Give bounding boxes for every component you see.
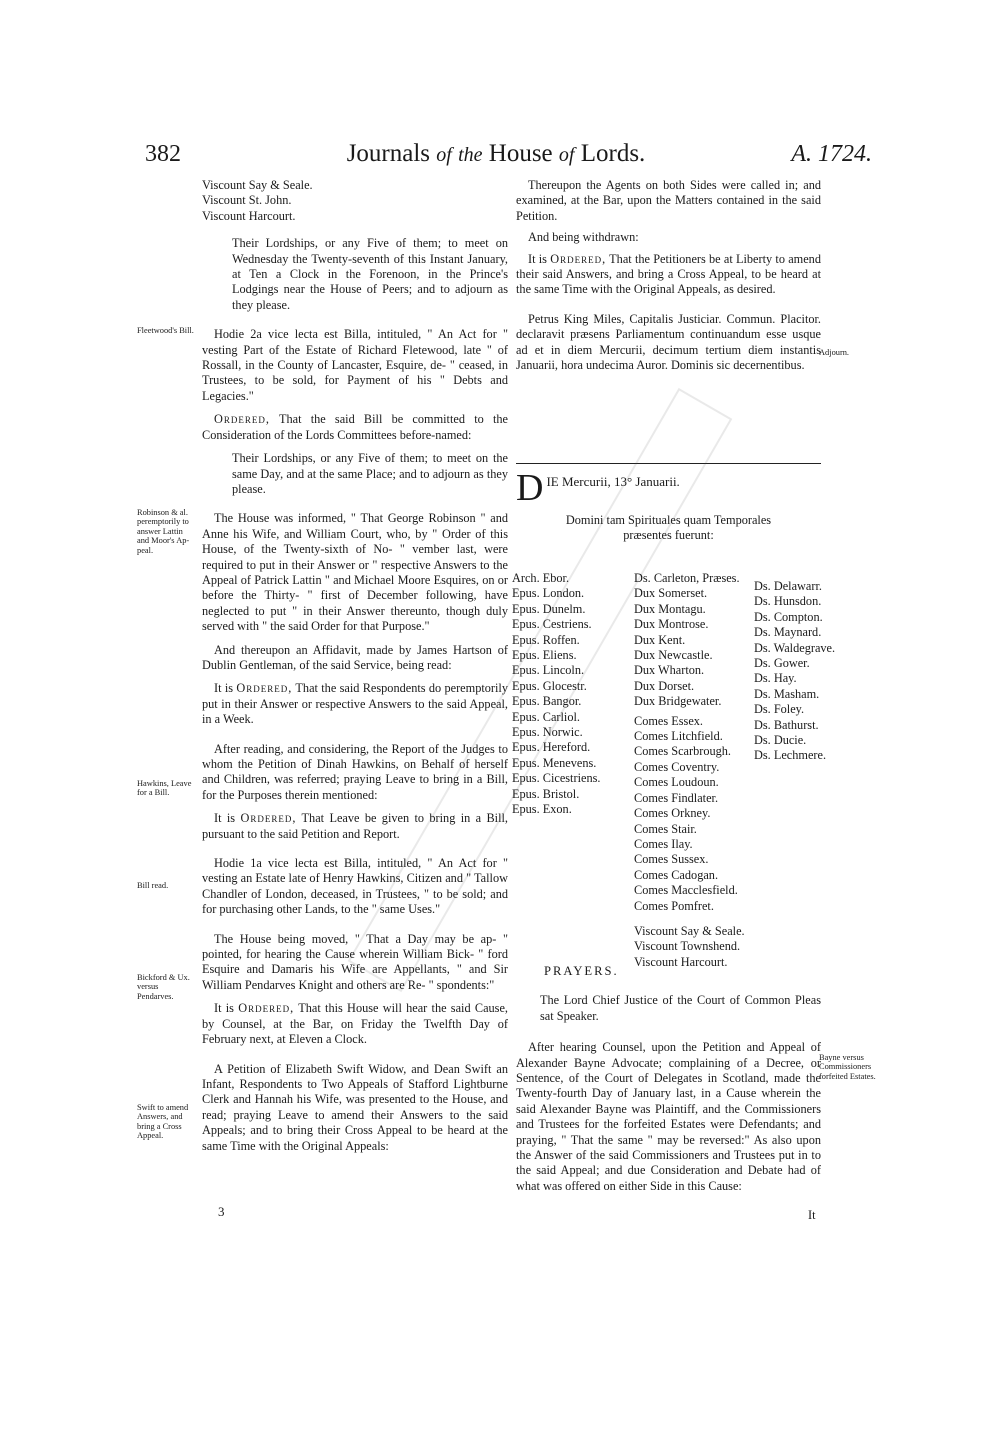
attendee: Ds. Foley. [754,702,805,717]
margin-note: Hawkins, Leave for a Bill. [137,779,192,798]
year: A. 1724. [791,141,872,167]
attendee: Comes Scarbrough. [634,744,731,759]
attendee: Dux Wharton. [634,663,705,678]
attendee: Comes Sussex. [634,852,709,867]
lead-text: It is [214,681,234,696]
section-rule [516,463,821,464]
date-text: IE Mercurii, 13° Januarii. [546,474,680,489]
attendee: Epus. Cicestriens. [512,771,601,786]
viscount-line: Viscount St. John. [202,193,292,208]
attendee: Epus. Roffen. [512,632,580,647]
attendee: Comes Essex. [634,713,703,728]
paragraph: The House being moved, " That a Day may be ap- " pointed, for hearing the Cause wherein William Bick- " ford Esquire and Damaris his Wife are Appellants, " and Sir William Pendarves Knight and others are Re- " spondents:" [202,931,508,992]
left-column [202,178,508,1154]
attendee: Comes Cadogan. [634,867,719,882]
paragraph: The House was informed, " That George Robinson " and Anne his Wife, and William Court, who, by " Order of this House, of the Twenty-sixth of No- " vember last, were required to put in their Answer or " respective Answers to the Appeal of Patrick Lattin " and Michael Moore Esquires, on or before the Thirty- " first of December following, have neglected to put " in their Answer thereunto, though duly served with " the said Order for that Purpose." [202,511,508,634]
attendee: Ds. Masham. [754,686,820,701]
paragraph: And thereupon an Affidavit, made by James Hartson of Dublin Gentleman, of the said Service, being read: [202,642,508,672]
attendee: Comes Macclesfield. [634,883,738,898]
paragraph: Their Lordships, or any Five of them; to meet on Wednesday the Twenty-seventh of this Instant January, at Ten a Clock in the Forenoon, in the Prince's Lodgings near the House of Peers; and to adjourn as they please. [232,236,508,312]
signature-mark: 3 [218,1204,225,1219]
attendee: Dux Dorset. [634,678,695,693]
date-heading [516,467,821,509]
paragraph [202,1001,508,1047]
ordered-label: Ordered, [236,681,293,696]
attendee: Ds. Lechmere. [754,748,827,763]
attendee: Epus. Bangor. [512,694,582,709]
paragraph-text: That Leave be given to bring in a Bill, pursuant to the said Petition and Report. [202,811,508,841]
title-house: House [488,140,553,167]
attendee: Epus. Cestriens. [512,617,592,632]
attendee: Comes Coventry. [634,759,720,774]
attendee: Ds. Gower. [754,656,810,671]
right-column-date [516,467,821,544]
drop-cap: D [516,467,544,509]
attendee: Dux Newcastle. [634,648,713,663]
attendee: Viscount Say & Seale. [634,923,745,938]
attendee: Epus. Glocestr. [512,678,587,693]
attendance-dukes-earls [634,571,745,970]
paragraph-text: That the Petitioners be at Liberty to amend their said Answers, and bring a Cross Appeal, to be heard at the same Time with the Original Appeals, as desired. [516,251,821,297]
speaker-line: The Lord Chief Justice of the Court of Common Pleas sat Speaker. [540,993,821,1023]
domini-line: Domini tam Spirituales quam Temporales præsentes fuerunt: [565,513,772,543]
attendee: Epus. London. [512,586,585,601]
attendee: Ds. Ducie. [754,733,807,748]
attendee: Ds. Hay. [754,671,797,686]
paragraph-text: That the said Respondents do peremptorily put in their Answer or respective Answers to the said Appeal, in a Week. [202,681,508,727]
title-lords: Lords. [580,140,646,167]
attendee: Ds. Carleton, Præses. [634,571,740,585]
attendee: Comes Litchfield. [634,729,723,744]
paragraph: And being withdrawn: [528,230,639,245]
margin-note: Bickford & Ux. versus Pendarves. [137,973,190,1001]
paragraph-text: That the said Bill be committed to the Consideration of the Lords Committees before-named: [202,412,508,442]
attendee: Epus. Hereford. [512,740,591,755]
attendance-bishops [512,571,600,818]
attendee: Ds. Compton. [754,609,823,624]
attendee: Comes Pomfret. [634,898,714,913]
ordered-label: Ordered, [238,1001,295,1016]
attendee: Ds. Maynard. [754,625,822,640]
paragraph: Thereupon the Agents on both Sides were called in; and examined, at the Bar, upon the Matters contained in the said Petition. [516,178,821,223]
margin-note: Adjourn. [819,348,850,357]
margin-note: Robinson & al. peremptorily to answer Lattin and Moor's Ap- peal. [137,508,190,555]
attendee: Viscount Townshend. [634,939,741,954]
attendee: Ds. Delawarr. [754,579,822,593]
attendee: Ds. Bathurst. [754,717,819,732]
attendee: Epus. Menevens. [512,755,597,770]
ordered-label: Ordered, [240,811,297,826]
margin-note: Bayne versus Commissioners forfeited Estates. [819,1053,876,1081]
ordered-label: Ordered, [550,251,607,266]
attendee: Viscount Harcourt. [634,954,728,969]
attendee: Dux Montrose. [634,617,709,632]
attendee: Epus. Eliens. [512,648,577,663]
attendee: Dux Montagu. [634,601,706,616]
paragraph: After reading, and considering, the Report of the Judges to whom the Petition of Dinah Hawkins, on Behalf of herself and Children, was referred; praying Leave to bring in a Bill, for the Purposes therein mentioned: [202,741,508,802]
paragraph: A Petition of Elizabeth Swift Widow, and Dean Swift an Infant, Respondents to Two Appeals of Stafford Lightburne Clerk and Hannah his Wife, was presented to the House, and read; praying Leave to amend their Answers to the said Appeals; and to bring their Cross Appeal to be heard at the same Time with the Original Appeals: [202,1061,508,1153]
title-the: the [458,144,483,166]
paragraph [202,412,508,443]
title-journals: Journals [346,140,431,167]
attendee: Ds. Hunsdon. [754,594,822,609]
paragraph [202,811,508,842]
margin-note: Fleetwood's Bill. [137,326,194,335]
title-of-2: of [558,144,575,166]
paragraph: Petrus King Miles, Capitalis Justiciar. Commun. Placitor. declaravit præsens Parliamentum continuandum esse usque ad et in diem Mercurii, decimum tertium diem instantis Januarii, hora undecima Auror. Dominis sic decernentibus. [516,311,821,373]
ordered-label: Ordered, [214,412,270,427]
prayers-heading: PRAYERS. [544,964,619,978]
catchword: It [808,1208,816,1222]
lead-text: It is [214,1001,234,1016]
attendee: Comes Loudoun. [634,775,719,790]
paragraph: Hodie 2a vice lecta est Billa, intituled, " An Act for " vesting Part of the Estate of Richard Fletewood, late " of Rossall, in the County of Lancaster, Esquire, de- " ceased, in Trustees, to be sold, for Payment of his " Debts and Legacies." [202,327,508,403]
attendee: Epus. Carliol. [512,709,580,724]
viscount-list [202,178,508,224]
attendee: Epus. Lincoln. [512,663,585,678]
attendee: Comes Ilay. [634,836,693,851]
attendee: Ds. Waldegrave. [754,640,836,655]
paragraph: Their Lordships, or any Five of them; to meet on the same Day, and at the same Place; and to adjourn as they please. [232,451,508,496]
viscount-line: Viscount Harcourt. [202,208,296,223]
attendance-barons [754,579,835,764]
paragraph-text: That this House will hear the said Cause, by Counsel, at the Bar, on Friday the Twelfth Day of February next, at Eleven a Clock. [202,1001,508,1047]
attendee: Comes Stair. [634,821,697,836]
lead-text: It is [214,811,236,826]
attendee: Comes Orkney. [634,806,711,821]
title-of-1: of [436,144,452,166]
paragraph [516,252,821,298]
right-column-top [516,178,821,373]
viscount-line: Viscount Say & Seale. [202,178,313,192]
attendee: Dux Bridgewater. [634,694,722,709]
attendee: Epus. Bristol. [512,786,580,801]
lead-text: It is [528,251,547,266]
margin-note: Swift to amend Answers, and bring a Cross Appeal. [137,1103,189,1141]
page-number: 382 [145,141,181,167]
attendee: Dux Somerset. [634,586,708,601]
paragraph: After hearing Counsel, upon the Petition and Appeal of Alexander Bayne Advocate; complaining of a Decree, or Sentence, of the Court of Delegates in Scotland, made the Twenty-fourth Day of January last, in a Cause wherein the said Alexander Bayne was Plaintiff, and the Commissioners and Trustees for the forfeited Estates were Defendants; and praying, " That the same " may be reversed:" As also upon the Answer of the said Commissioners and Trustees put in to the said Appeal; and due Consideration and Debate had of what was offered on either Side in this Cause: [516,1040,821,1193]
paragraph [202,681,508,727]
margin-note: Bill read. [137,881,169,890]
attendee: Comes Findlater. [634,790,719,805]
right-column-bottom [516,964,821,1194]
attendee: Epus. Norwic. [512,725,583,740]
attendee: Dux Kent. [634,632,686,647]
attendee: Epus. Exon. [512,802,572,817]
paragraph: Hodie 1a vice lecta est Billa, intituled, " An Act for " vesting an Estate late of Henry Hawkins, Citizen and " Tallow Chandler of London, deceased, in Trustees, " to be sold; and for purchasing other Lands, to the " same Uses." [202,856,508,917]
attendee: Epus. Dunelm. [512,601,586,616]
attendee: Arch. Ebor. [512,571,570,585]
